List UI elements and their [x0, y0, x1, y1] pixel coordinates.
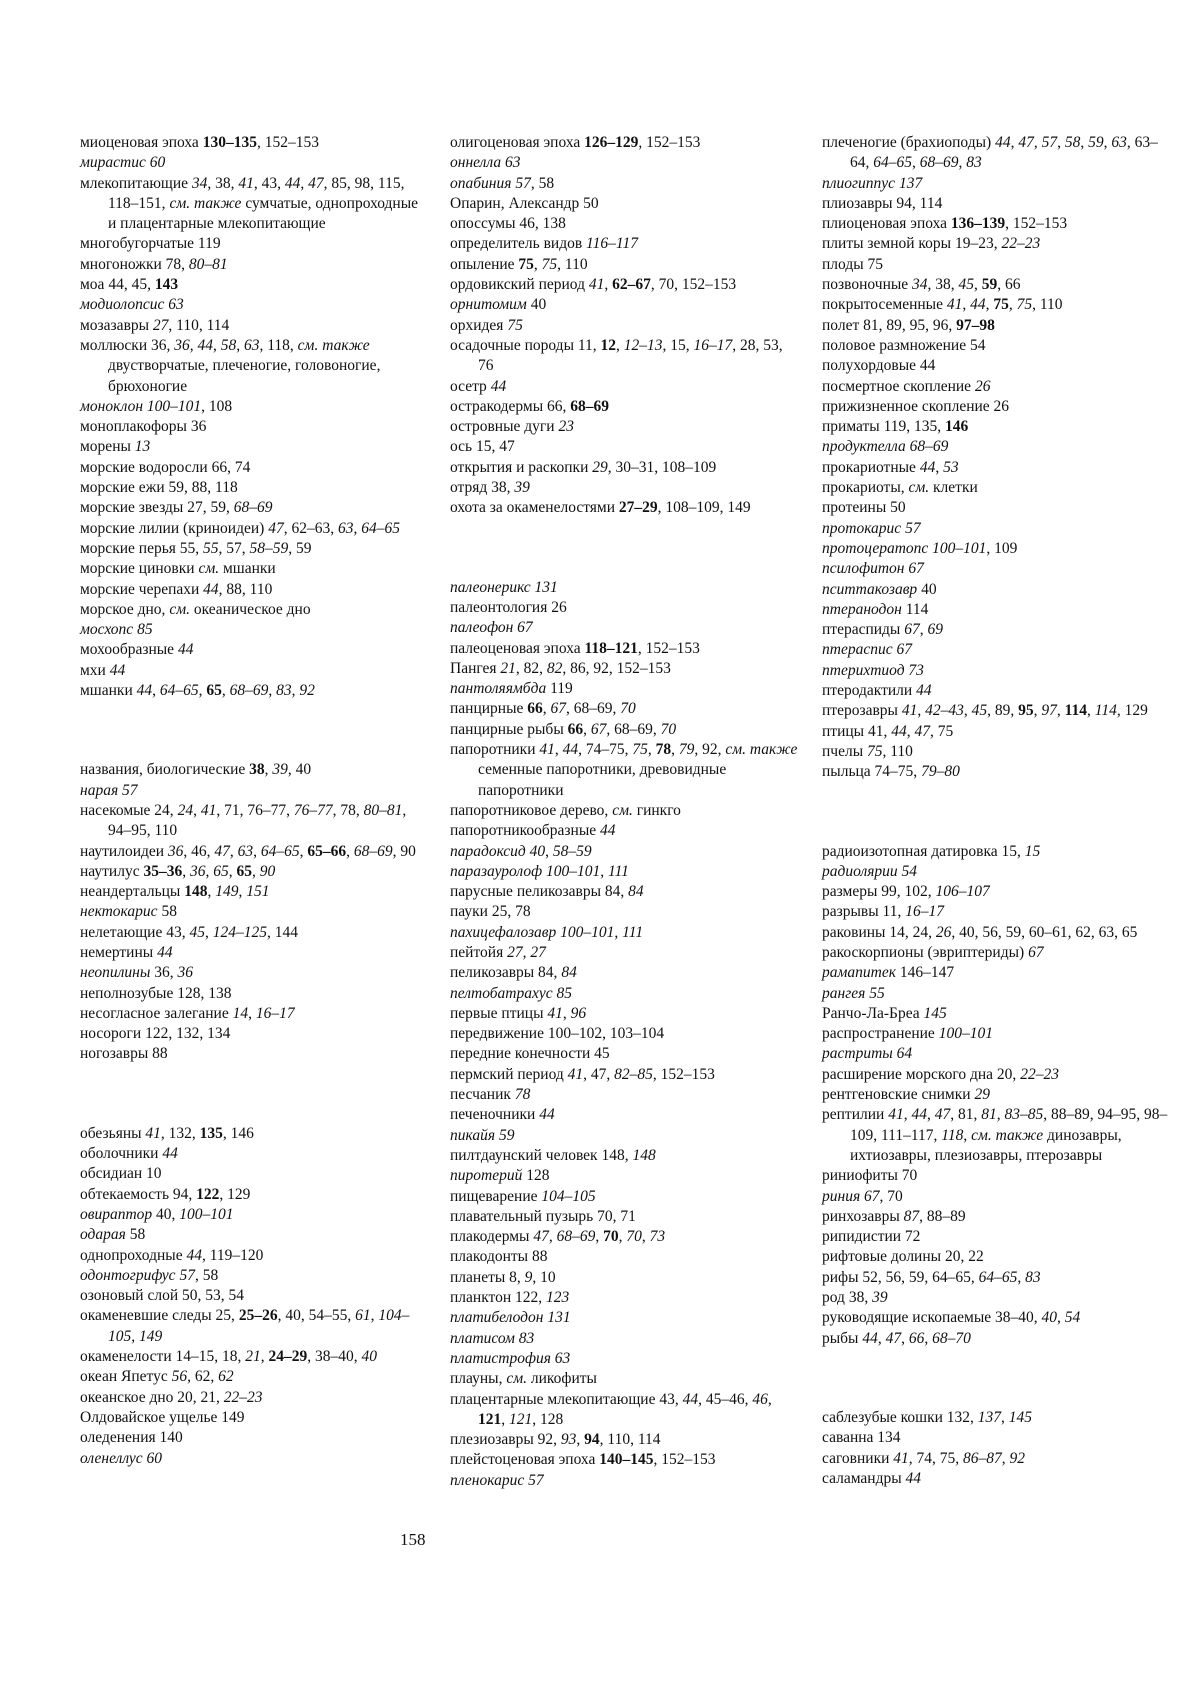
index-entry: покрытосеменные 41, 44, 75, 75, 110 — [822, 296, 1063, 314]
index-entry: миоценовая эпоха 130–135, 152–153 — [80, 134, 319, 151]
index-entry: обтекаемость 94, 122, 129 — [80, 1185, 251, 1203]
index-column-2 — [450, 133, 800, 1491]
index-entry: носороги 122, 132, 134 — [80, 1025, 231, 1043]
index-entry: насекомые 24, 24, 41, 71, 76–77, 76–77, 78, 80–81, 94–95, 110 — [80, 801, 407, 840]
index-entry: саговники 41, 74, 75, 86–87, 92 — [822, 1449, 1026, 1467]
index-entry: палеофон 67 — [450, 619, 533, 637]
index-entry: рептилии 41, 44, 47, 81, 81, 83–85, 88–89, 94–95, 98–109, 111–117, 118, см. также динозавры, ихтиозавры, плезиозавры, птерозавры — [822, 1106, 1168, 1164]
index-entry: опыление 75, 75, 110 — [450, 255, 588, 273]
index-entry: морские ежи 59, 88, 118 — [80, 479, 238, 497]
section-gap — [80, 1065, 420, 1124]
index-column-3 — [822, 133, 1172, 1489]
index-entry: немертины 44 — [80, 943, 173, 961]
index-entry: пахицефалозавр 100–101, 111 — [450, 923, 644, 941]
page-number: 158 — [400, 1530, 426, 1549]
index-entry: орнитомим 40 — [450, 296, 547, 314]
index-entry: неопилины 36, 36 — [80, 964, 193, 982]
index-entry: опоссумы 46, 138 — [450, 215, 566, 233]
index-entry: моа 44, 45, 143 — [80, 276, 179, 294]
index-entry: океанское дно 20, 21, 22–23 — [80, 1388, 263, 1406]
index-entry: одонтогрифус 57, 58 — [80, 1266, 219, 1284]
index-entry: рыбы 44, 47, 66, 68–70 — [822, 1329, 971, 1347]
index-entry: пиротерий 128 — [450, 1167, 550, 1185]
index-entry: пищеварение 104–105 — [450, 1187, 596, 1205]
index-entry: платистрофия 63 — [450, 1349, 571, 1367]
index-entry: пантоляямбда 119 — [450, 680, 573, 698]
index-entry: половое размножение 54 — [822, 336, 986, 354]
index-entry: руководящие ископаемые 38–40, 40, 54 — [822, 1309, 1081, 1327]
index-entry: рангея 55 — [822, 984, 885, 1002]
index-entry: платибелодон 131 — [450, 1309, 571, 1327]
index-entry: плоды 75 — [822, 255, 884, 273]
index-entry: планктон 122, 123 — [450, 1289, 570, 1307]
index-entry: осадочные породы 11, 12, 12–13, 15, 16–17, 28, 53, 76 — [450, 336, 783, 375]
index-entry: модиолопсис 63 — [80, 296, 184, 314]
index-entry: наутилус 35–36, 36, 65, 65, 90 — [80, 862, 276, 880]
index-entry: птеродактили 44 — [822, 682, 932, 700]
index-section — [450, 578, 800, 1491]
index-entry: охота за окаменелостями 27–29, 108–109, 149 — [450, 499, 751, 517]
index-entry: прокариотные 44, 53 — [822, 458, 959, 476]
index-entry: панцирные рыбы 66, 67, 68–69, 70 — [450, 720, 677, 738]
index-entry: рифы 52, 56, 59, 64–65, 64–65, 83 — [822, 1268, 1041, 1286]
index-entry: морские черепахи 44, 88, 110 — [80, 580, 273, 598]
index-entry: олигоценовая эпоха 126–129, 152–153 — [450, 134, 701, 151]
index-entry: папоротниковое дерево, см. гинкго — [450, 801, 681, 819]
index-section — [450, 133, 800, 519]
index-entry: обезьяны 41, 132, 135, 146 — [80, 1124, 254, 1142]
index-section — [80, 1124, 420, 1469]
index-entry: ринхозавры 87, 88–89 — [822, 1207, 966, 1225]
index-entry: папоротники 41, 44, 74–75, 75, 78, 79, 92, см. также семенные папоротники, древовидные папоротники — [450, 741, 798, 799]
index-entry: названия, биологические 38, 39, 40 — [80, 761, 312, 779]
index-entry: птерозавры 41, 42–43, 45, 89, 95, 97, 114, 114, 129 — [822, 702, 1148, 720]
index-entry: овираптор 40, 100–101 — [80, 1205, 234, 1223]
index-entry: Пангея 21, 82, 82, 86, 92, 152–153 — [450, 659, 671, 677]
index-entry: позвоночные 34, 38, 45, 59, 66 — [822, 276, 1021, 294]
index-entry: ордовикский период 41, 62–67, 70, 152–153 — [450, 276, 737, 294]
index-entry: псилофитон 67 — [822, 560, 924, 578]
index-entry: пермский период 41, 47, 82–85, 152–153 — [450, 1065, 715, 1083]
index-entry: рамапитек 146–147 — [822, 964, 955, 982]
index-entry: оннелла 63 — [450, 154, 521, 172]
index-entry: пейтойя 27, 27 — [450, 943, 546, 961]
index-entry: наутилоидеи 36, 46, 47, 63, 64–65, 65–66, 68–69, 90 — [80, 842, 416, 860]
index-entry: морские водоросли 66, 74 — [80, 458, 251, 476]
index-entry: однопроходные 44, 119–120 — [80, 1246, 264, 1264]
index-entry: размеры 99, 102, 106–107 — [822, 883, 990, 901]
index-entry: плауны, см. ликофиты — [450, 1370, 597, 1388]
index-entry: открытия и раскопки 29, 30–31, 108–109 — [450, 458, 717, 476]
index-entry: нелетающие 43, 45, 124–125, 144 — [80, 923, 298, 941]
index-entry: продуктелла 68–69 — [822, 438, 949, 456]
index-entry: озоновый слой 50, 53, 54 — [80, 1287, 245, 1305]
index-entry: многоножки 78, 80–81 — [80, 255, 228, 273]
index-entry: прокариоты, см. клетки — [822, 479, 978, 497]
index-entry: одарая 58 — [80, 1226, 146, 1244]
index-entry: моноклон 100–101, 108 — [80, 397, 233, 415]
index-entry: платисом 83 — [450, 1329, 535, 1347]
index-entry: саламандры 44 — [822, 1469, 922, 1487]
index-entry: рипидистии 72 — [822, 1228, 921, 1246]
index-entry: разрывы 11, 16–17 — [822, 903, 944, 921]
index-entry: опабиния 57, 58 — [450, 174, 555, 192]
index-entry: папоротникообразные 44 — [450, 822, 616, 840]
index-entry: плезиозавры 92, 93, 94, 110, 114 — [450, 1431, 661, 1449]
section-gap — [822, 1349, 1172, 1408]
index-entry: протеины 50 — [822, 499, 906, 517]
index-entry: неполнозубые 128, 138 — [80, 984, 232, 1002]
index-entry: расширение морского дна 20, 22–23 — [822, 1065, 1059, 1083]
index-entry: мозазавры 27, 110, 114 — [80, 316, 230, 334]
index-entry: палеоценовая эпоха 118–121, 152–153 — [450, 639, 700, 657]
index-entry: морское дно, см. океаническое дно — [80, 600, 311, 618]
index-entry: риниофиты 70 — [822, 1167, 918, 1185]
index-entry: пыльца 74–75, 79–80 — [822, 763, 960, 781]
index-entry: плейстоценовая эпоха 140–145, 152–153 — [450, 1451, 716, 1469]
index-entry: пауки 25, 78 — [450, 903, 531, 921]
index-entry: нектокарис 58 — [80, 903, 177, 921]
index-entry: Ранчо-Ла-Бреа 145 — [822, 1004, 947, 1022]
index-entry: радиолярии 54 — [822, 862, 918, 880]
index-entry: многобугорчатые 119 — [80, 235, 221, 253]
index-entry: риния 67, 70 — [822, 1187, 903, 1205]
index-section — [822, 1408, 1172, 1489]
index-entry: протоцератопс 100–101, 109 — [822, 539, 1018, 557]
index-entry: птеранодон 114 — [822, 600, 929, 618]
index-entry: орхидея 75 — [450, 316, 523, 334]
index-entry: плиозавры 94, 114 — [822, 194, 943, 212]
index-entry: парусные пеликозавры 84, 84 — [450, 883, 644, 901]
index-section — [822, 133, 1172, 783]
index-entry: панцирные 66, 67, 68–69, 70 — [450, 700, 636, 718]
index-entry: морские звезды 27, 59, 68–69 — [80, 499, 273, 517]
index-entry: песчаник 78 — [450, 1086, 531, 1104]
index-entry: мирастис 60 — [80, 154, 166, 172]
index-column-1 — [80, 133, 420, 1469]
index-entry: окаменевшие следы 25, 25–26, 40, 54–55, 61, 104–105, 149 — [80, 1307, 410, 1345]
index-entry: моллюски 36, 36, 44, 58, 63, 118, см. также двустворчатые, плеченогие, головоногие, брюхоногие — [80, 336, 381, 395]
index-entry: род 38, 39 — [822, 1289, 888, 1307]
index-entry: оболочники 44 — [80, 1145, 178, 1163]
index-entry: оленеллус 60 — [80, 1449, 163, 1467]
index-entry: обсидиан 10 — [80, 1165, 162, 1183]
index-entry: плеченогие (брахиоподы) 44, 47, 57, 58, 59, 63, 63–64, 64–65, 68–69, 83 — [822, 134, 1158, 172]
index-entry: растриты 64 — [822, 1045, 913, 1063]
index-entry: полухордовые 44 — [822, 357, 936, 375]
index-entry: плакодонты 88 — [450, 1248, 548, 1266]
index-entry: птераспиды 67, 69 — [822, 621, 943, 639]
index-entry: птерихтиод 73 — [822, 661, 924, 679]
index-entry: ногозавры 88 — [80, 1045, 168, 1063]
index-entry: моноплакофоры 36 — [80, 418, 207, 436]
index-entry: первые птицы 41, 96 — [450, 1004, 587, 1022]
index-entry: планеты 8, 9, 10 — [450, 1268, 556, 1286]
index-entry: океан Япетус 56, 62, 62 — [80, 1368, 234, 1386]
index-entry: мохообразные 44 — [80, 641, 194, 659]
index-entry: прижизненное скопление 26 — [822, 397, 1010, 415]
index-entry: радиоизотопная датировка 15, 15 — [822, 842, 1041, 860]
index-entry: приматы 119, 135, 146 — [822, 418, 969, 436]
index-entry: мшанки 44, 64–65, 65, 68–69, 83, 92 — [80, 682, 315, 700]
index-entry: распространение 100–101 — [822, 1025, 993, 1043]
index-entry: остракодермы 66, 68–69 — [450, 397, 610, 415]
section-gap — [822, 783, 1172, 842]
index-entry: мосхопс 85 — [80, 621, 153, 639]
index-entry: пикайя 59 — [450, 1126, 515, 1144]
index-entry: морские циновки см. мшанки — [80, 560, 276, 578]
index-entry: плиогиппус 137 — [822, 174, 923, 192]
index-entry: пленокарис 57 — [450, 1471, 544, 1489]
index-entry: пелтобатрахус 85 — [450, 984, 572, 1002]
index-entry: плиоценовая эпоха 136–139, 152–153 — [822, 215, 1068, 233]
index-entry: плавательный пузырь 70, 71 — [450, 1207, 636, 1225]
index-entry: полет 81, 89, 95, 96, 97–98 — [822, 316, 995, 334]
index-entry: плакодермы 47, 68–69, 70, 70, 73 — [450, 1228, 666, 1246]
index-entry: нарая 57 — [80, 781, 138, 799]
index-entry: пситтакозавр 40 — [822, 580, 937, 598]
index-section — [80, 760, 420, 1064]
index-entry: передвижение 100–102, 103–104 — [450, 1025, 665, 1043]
index-entry: ось 15, 47 — [450, 438, 515, 456]
index-entry: отряд 38, 39 — [450, 479, 530, 497]
index-entry: раковины 14, 24, 26, 40, 56, 59, 60–61, 62, 63, 65 — [822, 923, 1138, 941]
section-gap — [450, 519, 800, 578]
index-entry: палеонерикс 131 — [450, 578, 558, 596]
index-entry: палеонтология 26 — [450, 598, 567, 616]
index-section — [822, 842, 1172, 1349]
index-entry: плацентарные млекопитающие 43, 44, 45–46, 46, 121, 121, 128 — [450, 1390, 772, 1428]
index-entry: птераспис 67 — [822, 641, 912, 659]
index-section — [80, 133, 420, 701]
index-entry: плиты земной коры 19–23, 22–23 — [822, 235, 1041, 253]
index-entry: пеликозавры 84, 84 — [450, 964, 577, 982]
index-entry: Олдовайское ущелье 149 — [80, 1408, 245, 1426]
index-entry: пчелы 75, 110 — [822, 742, 913, 760]
index-entry: несогласное залегание 14, 16–17 — [80, 1004, 295, 1022]
index-entry: паразауролоф 100–101, 111 — [450, 862, 629, 880]
index-entry: млекопитающие 34, 38, 41, 43, 44, 47, 85, 98, 115, 118–151, см. также сумчатые, однопроходные и плацентарные млекопитающие — [80, 174, 419, 233]
index-entry: оледенения 140 — [80, 1429, 183, 1447]
index-entry: морские перья 55, 55, 57, 58–59, 59 — [80, 539, 312, 557]
index-entry: Опарин, Александр 50 — [450, 194, 599, 212]
index-entry: окаменелости 14–15, 18, 21, 24–29, 38–40, 40 — [80, 1348, 377, 1366]
index-entry: пилтдаунский человек 148, 148 — [450, 1146, 656, 1164]
index-entry: мхи 44 — [80, 661, 126, 679]
index-entry: птицы 41, 44, 47, 75 — [822, 722, 954, 740]
index-entry: саванна 134 — [822, 1429, 901, 1447]
index-entry: передние конечности 45 — [450, 1045, 610, 1063]
section-gap — [80, 701, 420, 760]
index-entry: печеночники 44 — [450, 1106, 555, 1124]
index-entry: протокарис 57 — [822, 519, 921, 537]
index-entry: ракоскорпионы (эвриптериды) 67 — [822, 943, 1044, 961]
index-entry: неандертальцы 148, 149, 151 — [80, 883, 270, 901]
index-entry: морские лилии (криноидеи) 47, 62–63, 63, 64–65 — [80, 519, 400, 537]
index-entry: парадоксид 40, 58–59 — [450, 842, 592, 860]
index-entry: рифтовые долины 20, 22 — [822, 1248, 984, 1266]
index-entry: саблезубые кошки 132, 137, 145 — [822, 1408, 1033, 1426]
index-entry: островные дуги 23 — [450, 418, 574, 436]
index-entry: посмертное скопление 26 — [822, 377, 991, 395]
index-entry: осетр 44 — [450, 377, 507, 395]
index-entry: морены 13 — [80, 438, 151, 456]
index-entry: определитель видов 116–117 — [450, 235, 638, 253]
index-entry: рентгеновские снимки 29 — [822, 1086, 990, 1104]
